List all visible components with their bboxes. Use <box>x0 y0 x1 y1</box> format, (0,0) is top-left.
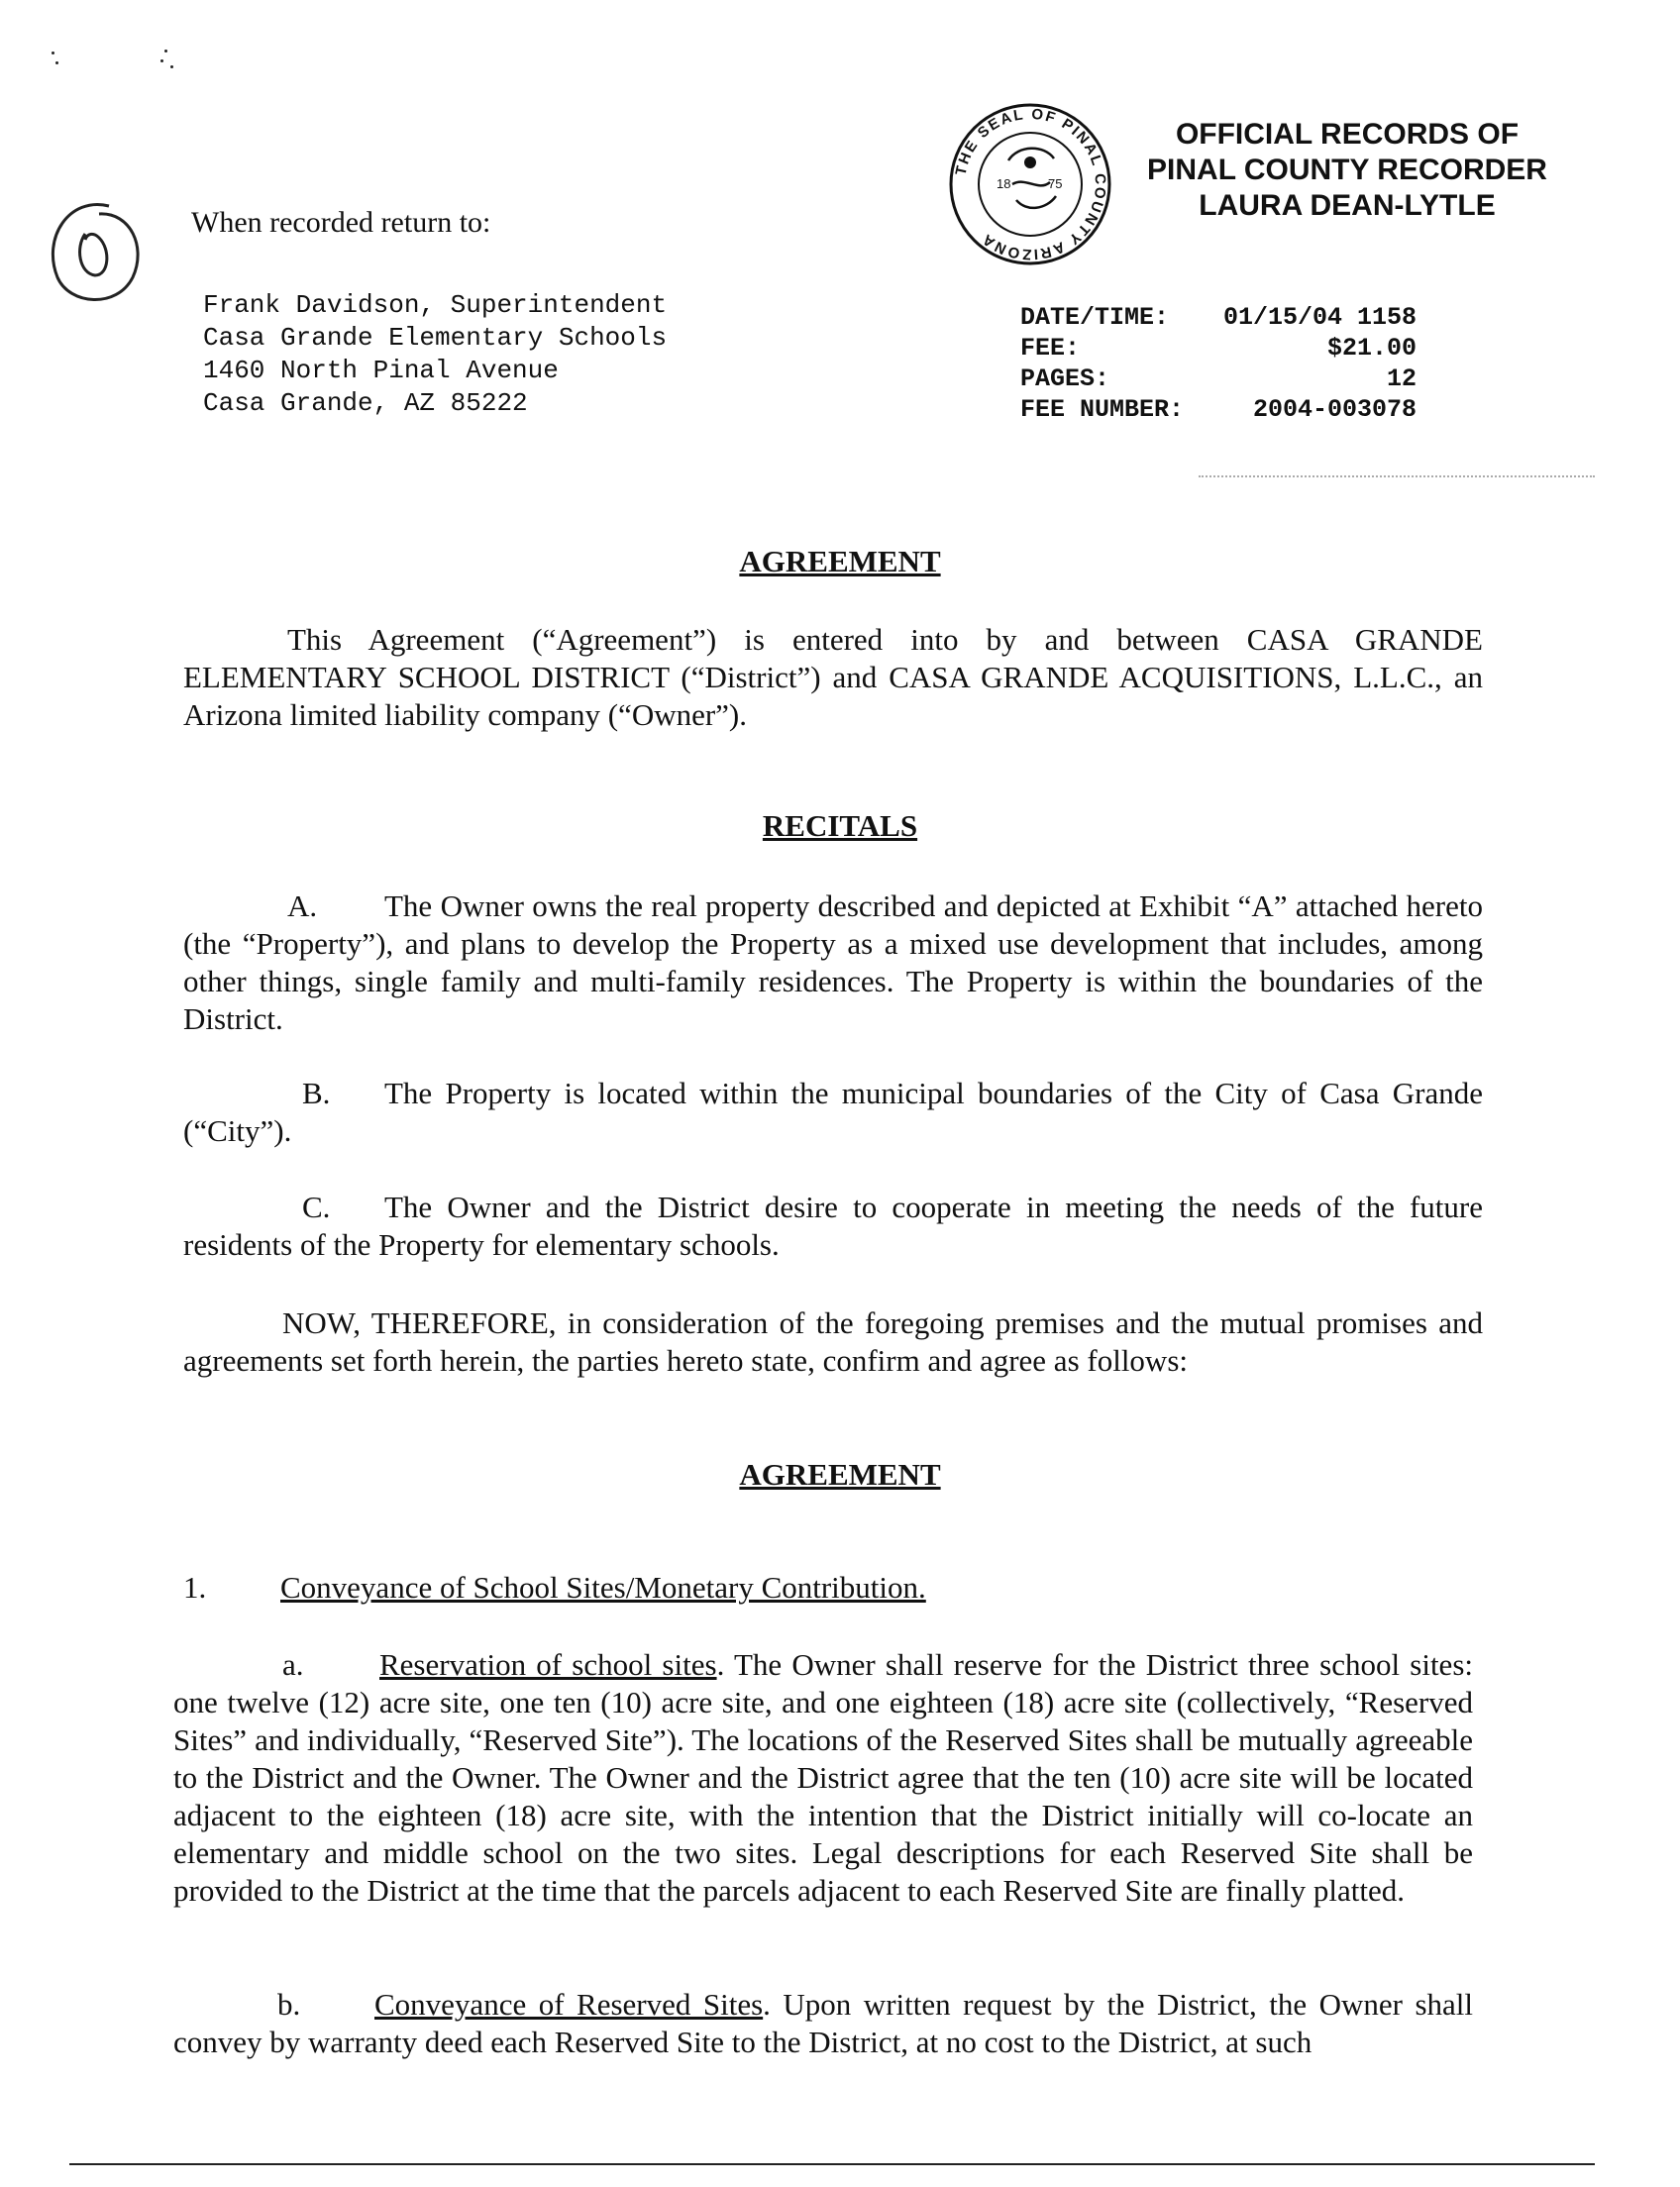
record-label: FEE: <box>1020 334 1081 363</box>
recital-c <box>183 1189 1483 1264</box>
return-address-line: Casa Grande, AZ 85222 <box>203 388 528 418</box>
record-row <box>1020 394 1417 425</box>
recorder-line: PINAL COUNTY RECORDER <box>1147 154 1547 186</box>
record-label: DATE/TIME: <box>1020 303 1170 332</box>
record-row <box>1020 333 1417 364</box>
intro-paragraph: This Agreement (“Agreement”) is entered into by and between CASA GRANDE ELEMENTARY SCHOOL DISTRICT (“District”) and CASA GRANDE ACQUISITIONS, L.L.C., an Arizona limited liability company (“Owner”). <box>183 622 1483 732</box>
recorder-line: LAURA DEAN-LYTLE <box>1199 189 1496 222</box>
recital-c-text: The Owner and the District desire to cooperate in meeting the needs of the future residents of the Property for elementary schools. <box>183 1190 1483 1262</box>
scan-artifact-line <box>1199 475 1595 478</box>
handwritten-circle-mark <box>40 198 149 317</box>
recorder-line: OFFICIAL RECORDS OF <box>1175 118 1520 151</box>
paragraph-a <box>173 1646 1473 1910</box>
record-label: PAGES: <box>1020 364 1110 393</box>
document-title: AGREEMENT <box>739 544 941 578</box>
seal-year-right: 75 <box>1048 176 1063 191</box>
recital-a <box>183 887 1483 1038</box>
record-row <box>1020 364 1417 394</box>
record-value: 2004-003078 <box>1252 395 1417 424</box>
record-value: 01/15/04 1158 <box>1222 303 1417 332</box>
recital-b-label: B. <box>302 1076 331 1110</box>
paragraph-b-label: b. <box>277 1987 301 2022</box>
recitals-heading: RECITALS <box>762 808 918 843</box>
agreement-heading: AGREEMENT <box>739 1457 941 1492</box>
paragraph-b-title: Conveyance of Reserved Sites <box>374 1987 764 2022</box>
recorder-heading <box>1119 117 1575 224</box>
record-label: FEE NUMBER: <box>1020 395 1185 424</box>
section-1-number: 1. <box>183 1570 207 1605</box>
return-address <box>203 289 667 420</box>
paragraph-a-title: Reservation of school sites <box>379 1647 717 1682</box>
return-address-line: Casa Grande Elementary Schools <box>203 323 668 353</box>
return-address-line: 1460 North Pinal Avenue <box>203 356 559 385</box>
scan-edge-line <box>69 2163 1595 2165</box>
recital-a-text: The Owner owns the real property described and depicted at Exhibit “A” attached hereto (the “Property”), and plans to develop the Property as a mixed use development that includes, among other things, single family and multi-family residences. The Property is within the boundaries of the District. <box>183 888 1483 1036</box>
return-address-line: Frank Davidson, Superintendent <box>203 290 668 320</box>
seal-ring-text: THE SEAL OF PINAL COUNTY ARIZONA <box>952 105 1109 263</box>
paragraph-a-text: . The Owner shall reserve for the District three school sites: one twelve (12) acre site, one ten (10) acre site, and one eighteen (18) acre site (collectively, “Reserved Sites” and individually, “Reserved Site”). The locations of the Reserved Sites shall be mutually agreeable to the District and the Owner. The Owner and the District agree that the ten (10) acre site will be located adjacent to the eighteen (18) acre site, with the intention that the District initially will co-locate an elementary and middle school on the two sites. Legal descriptions for each Reserved Site shall be provided to the District at the time that the parcels adjacent to each Reserved Site are finally platted. <box>173 1647 1473 1908</box>
section-1-title: Conveyance of School Sites/Monetary Contribution. <box>280 1570 926 1605</box>
record-info-table <box>1020 302 1417 425</box>
record-value: 12 <box>1386 364 1417 393</box>
section-1-heading <box>183 1569 1483 1607</box>
seal-year-left: 18 <box>997 176 1011 191</box>
recital-b <box>183 1075 1483 1150</box>
record-value: $21.00 <box>1326 334 1417 363</box>
recital-a-label: A. <box>287 888 318 923</box>
recital-c-label: C. <box>302 1190 331 1224</box>
paragraph-a-label: a. <box>282 1647 304 1682</box>
return-label: When recorded return to: <box>191 206 491 239</box>
paragraph-b <box>173 1986 1473 2061</box>
recital-b-text: The Property is located within the municipal boundaries of the City of Casa Grande (“City”). <box>183 1076 1483 1148</box>
now-therefore-paragraph: NOW, THEREFORE, in consideration of the foregoing premises and the mutual promises and agreements set forth herein, the parties hereto state, confirm and agree as follows: <box>183 1305 1483 1378</box>
margin-mark-text: 0 <box>89 259 90 260</box>
record-row <box>1020 302 1417 333</box>
county-seal <box>947 101 1113 267</box>
paragraph-b-text: . Upon written request by the District, the Owner shall convey by warranty deed each Reserved Site to the District, at no cost to the District, at such <box>173 1987 1473 2059</box>
